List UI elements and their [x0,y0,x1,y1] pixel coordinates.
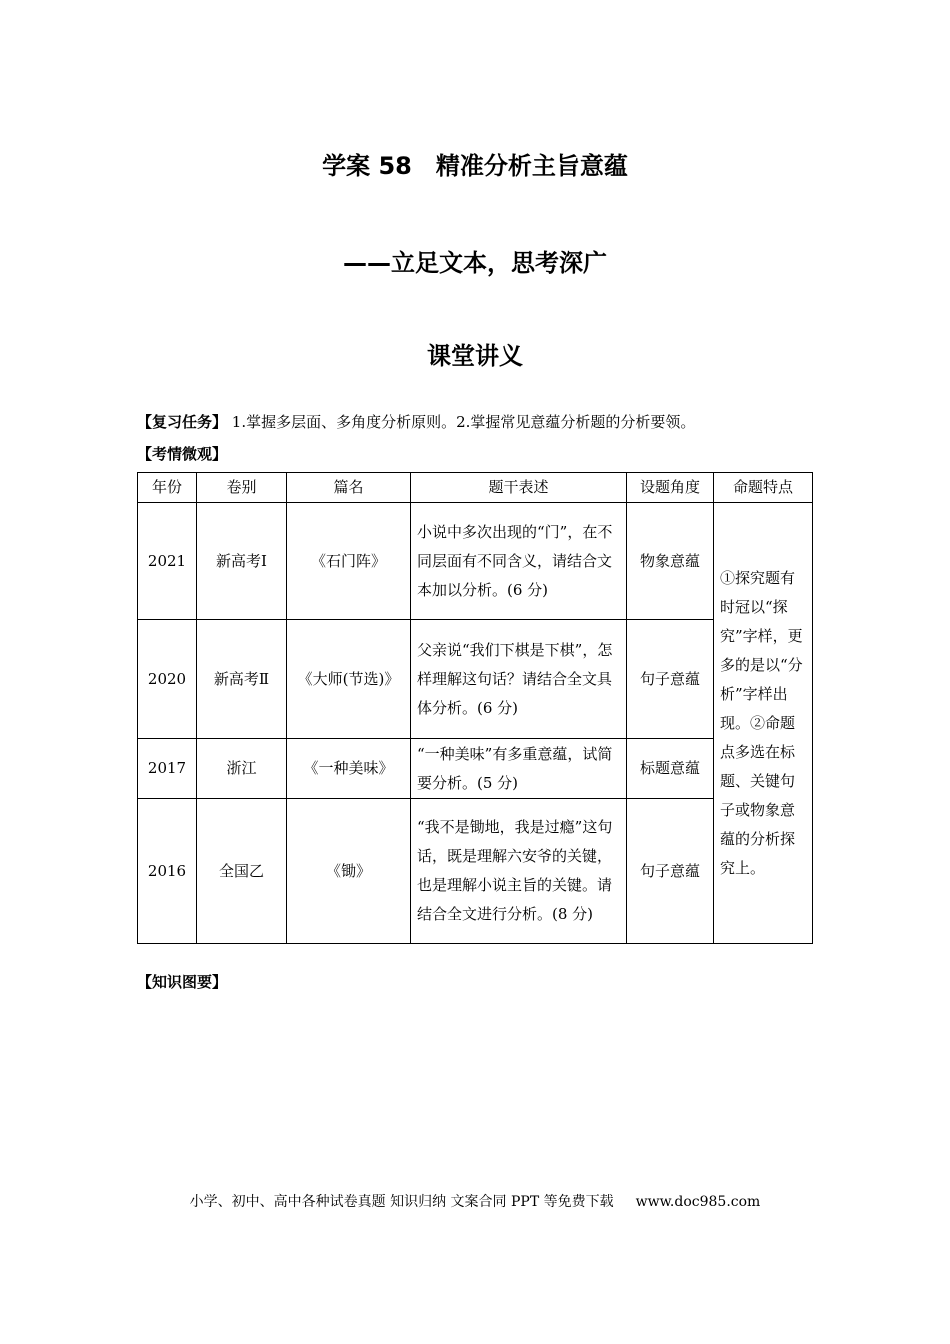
table-row [138,739,813,799]
header-cell: 卷别 [197,473,287,503]
year-cell: 2016 [138,799,197,944]
paper-cell: 新高考Ⅱ [197,620,287,739]
footer-text: 小学、初中、高中各种试卷真题 知识归纳 文案合同 PPT 等免费下载 [189,1194,614,1210]
header-cell: 篇名 [287,473,411,503]
footer-url[interactable]: www.doc985.com [635,1194,761,1210]
review-label: 【复习任务】 [137,413,228,431]
article-cell: 《大师(节选)》 [287,620,411,739]
review-text: 1.掌握多层面、多角度分析原则。2.掌握常见意蕴分析题的分析要领。 [227,413,696,431]
page-footer [0,1191,950,1211]
knowledge-map-label: 【知识图要】 [137,973,228,991]
exam-table [137,472,813,944]
paper-cell: 浙江 [197,739,287,799]
article-cell: 《石门阵》 [287,503,411,620]
year-cell: 2021 [138,503,197,620]
page-subtitle: ——立足文本，思考深广 [343,249,607,277]
angle-cell: 物象意蕴 [627,503,714,620]
angle-cell: 句子意蕴 [627,799,714,944]
paper-cell: 新高考Ⅰ [197,503,287,620]
table-row [138,799,813,944]
header-cell: 命题特点 [714,473,813,503]
article-cell: 《锄》 [287,799,411,944]
page-title: 学案 58 精准分析主旨意蕴 [322,152,628,180]
table-header-row [138,473,813,503]
header-cell: 年份 [138,473,197,503]
exam-overview-label: 【考情微观】 [137,445,228,463]
question-cell: 小说中多次出现的“门”，在不同层面有不同含义，请结合文本加以分析。(6 分) [411,503,627,620]
table-row [138,503,813,620]
article-cell: 《一种美味》 [287,739,411,799]
review-task [137,412,695,432]
feature-cell: ①探究题有时冠以“探究”字样，更多的是以“分析”字样出现。②命题点多选在标题、关键句子或物象意蕴的分析探究上。 [714,503,813,944]
angle-cell: 句子意蕴 [627,620,714,739]
question-cell: “我不是锄地，我是过瘾”这句话，既是理解六安爷的关键，也是理解小说主旨的关键。请结合全文进行分析。(8 分) [411,799,627,944]
year-cell: 2017 [138,739,197,799]
table-row [138,620,813,739]
question-cell: 父亲说“我们下棋是下棋”，怎样理解这句话？请结合全文具体分析。(6 分) [411,620,627,739]
header-cell: 题干表述 [411,473,627,503]
year-cell: 2020 [138,620,197,739]
section-title: 课堂讲义 [427,342,523,370]
question-cell: “一种美味”有多重意蕴，试简要分析。(5 分) [411,739,627,799]
header-cell: 设题角度 [627,473,714,503]
angle-cell: 标题意蕴 [627,739,714,799]
paper-cell: 全国乙 [197,799,287,944]
